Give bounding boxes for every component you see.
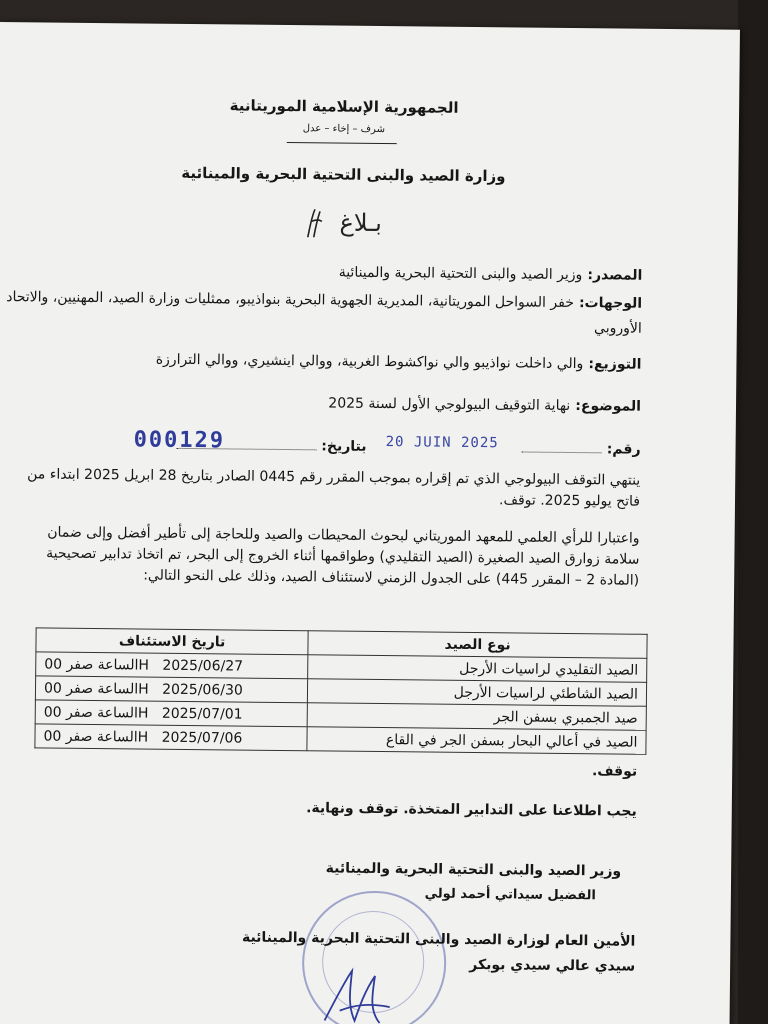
- source-value: وزير الصيد والبنى التحتية البحرية والمينائية: [338, 264, 583, 284]
- subject-label: الموضوع:: [575, 398, 642, 415]
- time-text: الساعة صفر 00H: [43, 679, 149, 698]
- distribution-label: التوزيع:: [588, 356, 642, 373]
- body-paragraph-1: ينتهي التوقف البيولوجي الذي تم إقراره بموجب المقرر رقم 0445 الصادر بتاريخ 28 ابريل 2025 ابتداء من فاتح يوليو 2025. توقف.: [27, 466, 641, 510]
- number-dotted-line: [522, 451, 602, 453]
- subject-row: [41, 389, 641, 414]
- ministry-title: وزارة الصيد والبنى التحتية البحرية والمينائية: [181, 163, 506, 186]
- date-stamp: 20 JUIN 2025: [385, 434, 499, 452]
- communique-title: بـلاغ: [339, 208, 383, 238]
- distribution-row: [41, 347, 641, 372]
- secretary-general-name: سيدي عالي سيدي بوبكر: [469, 956, 636, 975]
- destinations-value: خفر السواحل الموريتانية، المديرية الجهوية البحرية بنواذيبو، ممثليات وزارة الصيد، المهنيين، والاتحاد الأوروبي: [6, 289, 642, 337]
- background-strip: [738, 0, 768, 1024]
- distribution-value: والي داخلت نواذيبو والي نواكشوط الغربية، ووالي اينشيري، ووالي الترارزة: [155, 351, 584, 373]
- time-text: الساعة صفر 00H: [43, 703, 149, 722]
- minister-title: وزير الصيد والبنى التحتية البحرية والمينائية: [325, 860, 622, 880]
- source-row: [82, 259, 642, 284]
- number-date-row: [41, 432, 641, 457]
- resume-date-cell: [35, 700, 307, 727]
- table-row: [35, 724, 646, 754]
- communique-heading: [0, 204, 688, 243]
- resume-date-cell: [36, 652, 308, 679]
- fishing-type-cell: صيد الجمبري بسفن الجر: [307, 703, 646, 731]
- fishing-type-cell: الصيد الشاطئي لراسيات الأرجل: [308, 679, 647, 707]
- national-motto: شرف – إخاء – عدل: [302, 123, 386, 136]
- resume-date-cell: [35, 724, 307, 751]
- signature-icon: [319, 960, 400, 1024]
- resume-date-cell: [35, 676, 307, 703]
- date-text: 2025/07/01: [161, 705, 243, 723]
- date-text: 2025/06/27: [162, 657, 244, 675]
- secretary-general-title: الأمين العام لوزارة الصيد والبنى التحتية البحرية والمينائية: [241, 929, 636, 950]
- date-text: 2025/07/06: [161, 729, 243, 747]
- schedule-table: [34, 627, 647, 754]
- body-paragraph-2: واعتبارا للرأي العلمي للمعهد الموريتاني لبحوث المحيطات والصيد وللحاجة إلى تأطير أفضل وإلى ضمان سلامة زوارق الصيد الصغيرة (الصيد التقليدي) وطواقمها أثناء الخروج إلى البحر، تم اتخاذ تدابير تصحيحية (المادة 2 – المقرر 445) على الجدول الزمني لاستئناف الصيد، وذلك على النحو التالي:: [46, 524, 640, 589]
- source-label: المصدر:: [587, 267, 643, 284]
- fishing-type-cell: الصيد في أعالي البحار بسفن الجر في القاع: [307, 727, 646, 755]
- republic-title: الجمهورية الإسلامية الموريتانية: [229, 96, 459, 117]
- header-fishing-type: نوع الصيد: [308, 631, 647, 659]
- stop-text: توقف.: [591, 763, 638, 780]
- notice-text: يجب اطلاعنا على التدابير المتخذة. توقف ونهاية.: [306, 800, 637, 820]
- initial-mark-icon: [304, 207, 326, 239]
- destinations-row: [2, 284, 642, 341]
- motto-divider: [287, 142, 397, 144]
- date-text: 2025/06/30: [162, 681, 243, 699]
- document-page: [0, 22, 740, 1024]
- time-text: الساعة صفر 00H: [43, 727, 149, 746]
- subject-value: نهاية التوقيف البيولوجي الأول لسنة 2025: [328, 395, 571, 414]
- minister-name: الفضيل سيداتي أحمد لولي: [424, 886, 596, 904]
- destinations-label: الوجهات:: [578, 295, 643, 312]
- date-label: بتاريخ:: [321, 438, 367, 455]
- time-text: الساعة صفر 00H: [44, 655, 150, 674]
- header-resume-date: تاريخ الاستئناف: [36, 628, 308, 655]
- number-label: رقم:: [606, 441, 641, 458]
- number-stamp: 000129: [133, 427, 226, 454]
- fishing-type-cell: الصيد التقليدي لراسيات الأرجل: [308, 655, 647, 683]
